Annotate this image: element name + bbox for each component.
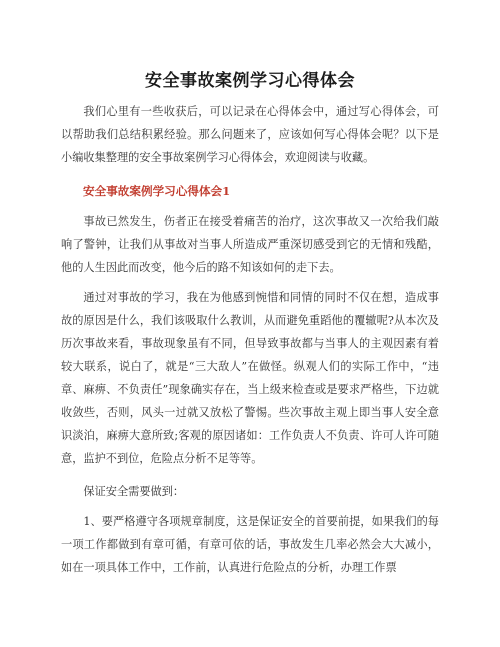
paragraph-3: 保证安全需要做到： xyxy=(83,485,185,498)
page-title: 安全事故案例学习心得体会 xyxy=(145,71,355,91)
paragraph-1: 事故已然发生，伤者正在接受着痛苦的治疗，这次事故又一次给我们敲响了警钟，让我们从事故对当事人所造成严重深切感受到它的无情和残酷，他的人生因此而改变，他今后的路不知该如何的走下去。 xyxy=(61,215,439,274)
paragraph-4: 1、要严格遵守各项规章制度，这是保证安全的首要前提，如果我们的每一项工作都做到有章可循，有章可依的话，事故发生几率必然会大大减小，如在一项具体工作中，工作前，认真进行危险点的分析，办理工作票 xyxy=(61,515,439,574)
section-heading: 安全事故案例学习心得体会1 xyxy=(83,184,231,198)
intro-paragraph: 我们心里有一些收获后，可以记录在心得体会中，通过写心得体会，可以帮助我们总结积累经验。那么问题来了，应该如何写心得体会呢？以下是小编收集整理的安全事故案例学习心得体会，欢迎阅读与收藏。 xyxy=(61,105,439,164)
paragraph-2: 通过对事故的学习，我在为他感到惋惜和同情的同时不仅在想，造成事故的原因是什么，我们该吸取什么教训，从而避免重蹈他的覆辙呢?从本次及历次事故来看，事故现象虽有不同，但导致事故都与当事人的主观因素有着较大联系，说白了，就是“三大敌人”在做怪。纵观人们的实际工作中，“违章、麻痹、不负责任”现象确实存在，当上级来检查或是要求严格些，下边就收敛些，否则，风头一过就又放松了警惕。些次事故主观上即当事人安全意识淡泊，麻痹大意所致;客观的原因诸如：工作负责人不负责、许可人许可随意，监护不到位，危险点分析不足等等。 xyxy=(61,291,439,465)
